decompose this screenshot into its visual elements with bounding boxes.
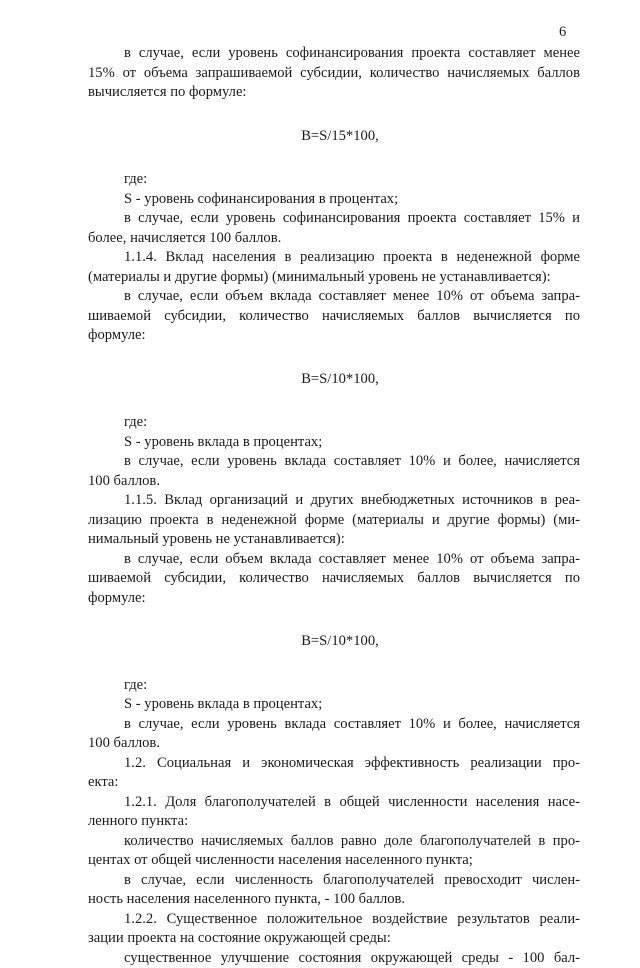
text-line: ность населения населенного пункта, - 100 баллов. xyxy=(88,890,580,910)
text-line: формуле: xyxy=(88,326,580,346)
text-line: 15% от объема запрашиваемой субсидии, количество начисляемых баллов xyxy=(88,64,580,84)
text-line: 100 баллов. xyxy=(88,472,580,492)
text-line: 1.1.5. Вклад организаций и других внебюджетных источников в реа- xyxy=(88,491,580,511)
text-line: (материалы и другие формы) (минимальный уровень не устанавливается): xyxy=(88,268,580,288)
text-line: существенное улучшение состояния окружающей среды - 100 бал- xyxy=(88,949,580,968)
text-line: формуле: xyxy=(88,589,580,609)
text-line: 100 баллов. xyxy=(88,734,580,754)
text-line: в случае, если уровень вклада составляет 10% и более, начисляется xyxy=(88,715,580,735)
text-line: S - уровень вклада в процентах; xyxy=(88,433,580,453)
text-line: в случае, если уровень вклада составляет 10% и более, начисляется xyxy=(88,452,580,472)
formula: B=S/10*100, xyxy=(88,370,580,390)
formula: B=S/15*100, xyxy=(88,127,580,147)
formula: B=S/10*100, xyxy=(88,632,580,652)
text-line: зации проекта на состояние окружающей среды: xyxy=(88,929,580,949)
text-line: екта: xyxy=(88,773,580,793)
text-line: количество начисляемых баллов равно доле благополучателей в про- xyxy=(88,832,580,852)
text-line: в случае, если объем вклада составляет менее 10% от объема запра- xyxy=(88,550,580,570)
text-line: S - уровень софинансирования в процентах; xyxy=(88,190,580,210)
text-line: 1.2.2. Существенное положительное воздействие результатов реали- xyxy=(88,910,580,930)
text-line: более, начисляется 100 баллов. xyxy=(88,229,580,249)
text-line: 1.1.4. Вклад населения в реализацию проекта в неденежной форме xyxy=(88,248,580,268)
text-line: S - уровень вклада в процентах; xyxy=(88,695,580,715)
text-line: нимальный уровень не устанавливается): xyxy=(88,530,580,550)
page-number: 6 xyxy=(559,24,566,41)
text-line: где: xyxy=(88,170,580,190)
text-line: ленного пункта: xyxy=(88,812,580,832)
document-body xyxy=(88,44,580,968)
text-line: где: xyxy=(88,676,580,696)
text-line: в случае, если уровень софинансирования проекта составляет 15% и xyxy=(88,209,580,229)
text-line: в случае, если уровень софинансирования проекта составляет менее xyxy=(88,44,580,64)
text-line: центах от общей численности населения населенного пункта; xyxy=(88,851,580,871)
text-line: вычисляется по формуле: xyxy=(88,83,580,103)
text-line: 1.2. Социальная и экономическая эффективность реализации про- xyxy=(88,754,580,774)
text-line: шиваемой субсидии, количество начисляемых баллов вычисляется по xyxy=(88,307,580,327)
text-line: лизацию проекта в неденежной форме (материалы и другие формы) (ми- xyxy=(88,511,580,531)
text-line: 1.2.1. Доля благополучателей в общей численности населения насе- xyxy=(88,793,580,813)
text-line: в случае, если объем вклада составляет менее 10% от объема запра- xyxy=(88,287,580,307)
text-line: шиваемой субсидии, количество начисляемых баллов вычисляется по xyxy=(88,569,580,589)
text-line: где: xyxy=(88,413,580,433)
text-line: в случае, если численность благополучателей превосходит числен- xyxy=(88,871,580,891)
